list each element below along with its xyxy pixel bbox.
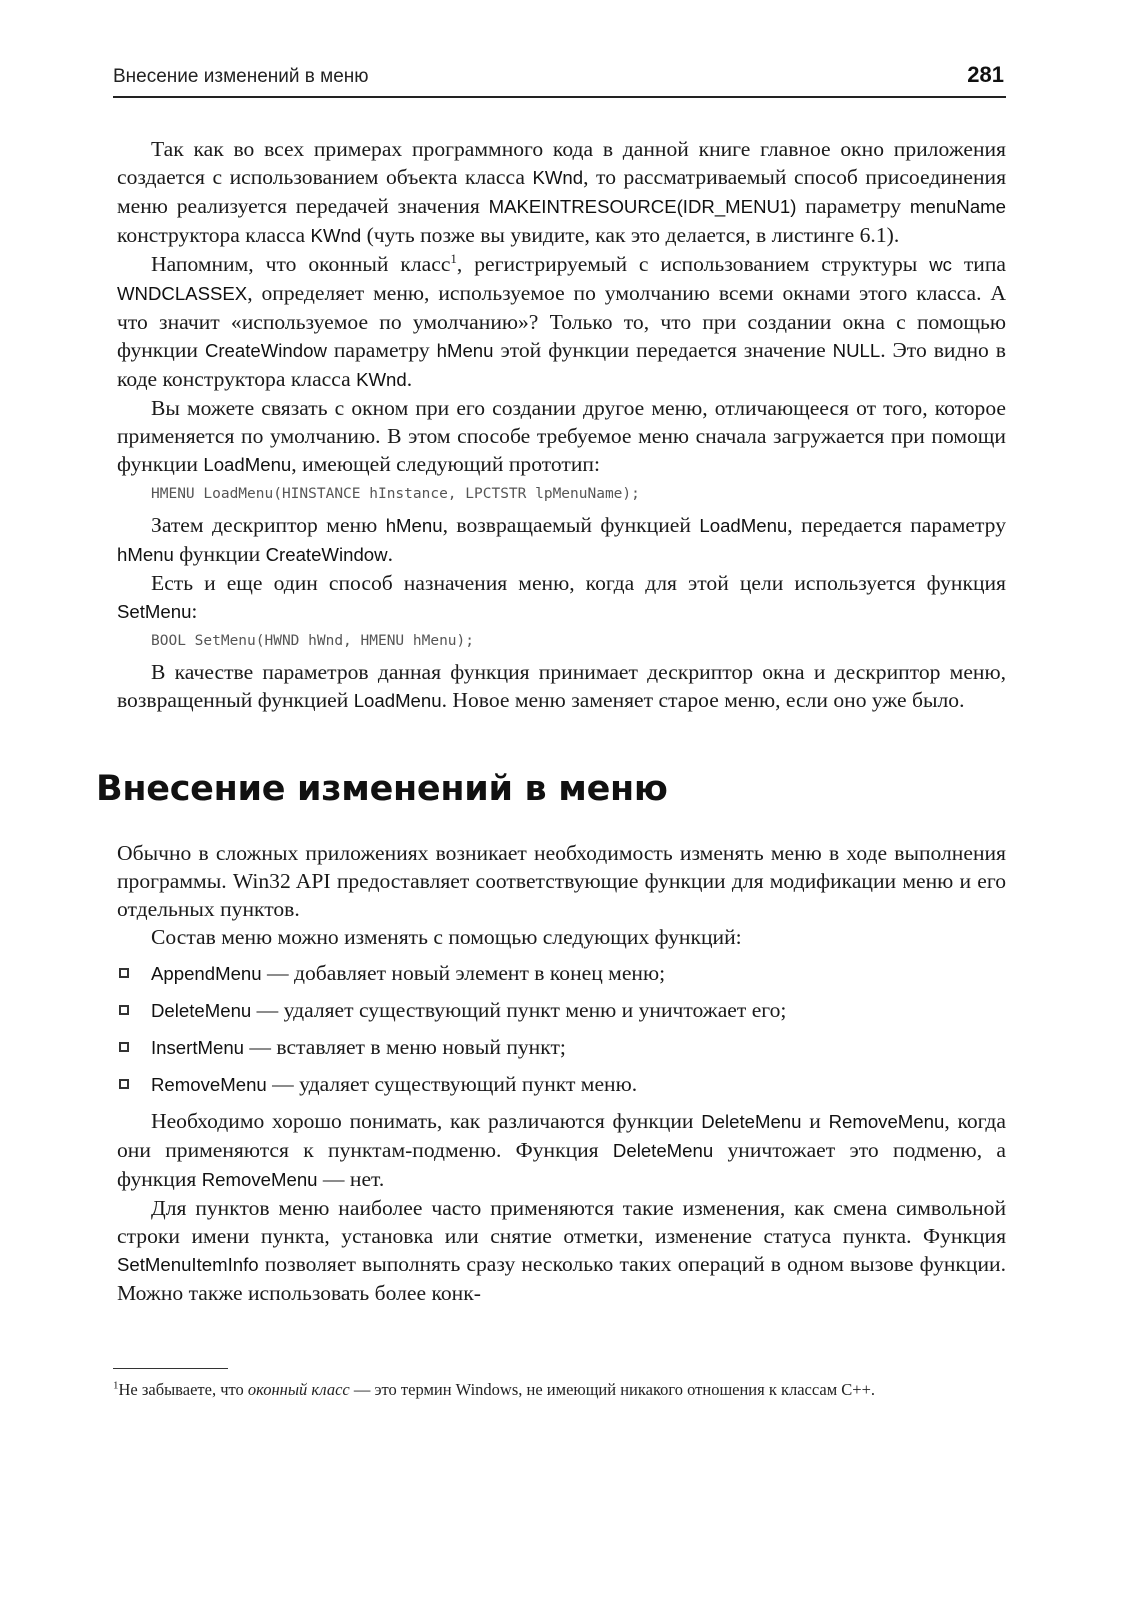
code-term: LoadMenu <box>699 515 788 536</box>
paragraph: В качестве параметров данная функция принимает дескриптор окна и дескриптор меню, возвращенный функцией LoadMenu. Новое меню заменяет старое меню, если оно уже было. <box>117 660 1006 712</box>
footnote: $^1$Не забываете, что оконный класс — это термин Windows, не имеющий никакого отношения к классам C++. <box>113 1379 876 1399</box>
paragraph: Напомним, что оконный класс$^1$, регистрируемый с использованием структуры wc типа WNDCLASSEX, определяет меню, используемое по умолчанию всеми окнами этого класса. А что значит «используемое по умолчанию»? Только то, что при создании окна с помощью функции CreateWindow параметру hMenu этой функции передается значение NULL. Это видно в коде конструктора класса KWnd. <box>117 250 1006 391</box>
checkbox-bullet-icon <box>119 968 129 978</box>
code-term: hMenu <box>117 544 174 565</box>
list-item: InsertMenu — вставляет в меню новый пункт; <box>117 1033 1006 1062</box>
list-item: DeleteMenu — удаляет существующий пункт меню и уничтожает его; <box>117 996 1006 1025</box>
code-term: CreateWindow <box>204 340 327 361</box>
code-term: SetMenuItemInfo <box>117 1254 259 1275</box>
paragraph: Необходимо хорошо понимать, как различаются функции DeleteMenu и RemoveMenu, когда они применяются к пунктам-подменю. Функция DeleteMenu уничтожает это подменю, а функция RemoveMenu — нет. <box>117 1109 1007 1191</box>
section-heading: Внесение изменений в меню <box>96 769 668 809</box>
footnote-rule <box>113 1368 228 1369</box>
checkbox-bullet-icon <box>119 1042 129 1052</box>
code-term: hMenu <box>436 340 494 361</box>
code-term: wc <box>929 254 952 275</box>
paragraph: Состав меню можно изменять с помощью следующих функций: <box>151 925 742 949</box>
paragraph: Есть и еще один способ назначения меню, когда для этой цели используется функция SetMenu: <box>117 571 1006 623</box>
page-number: 281 <box>967 62 1004 87</box>
code-term: DeleteMenu <box>612 1140 714 1161</box>
code-term: LoadMenu <box>203 454 292 475</box>
code-term: RemoveMenu <box>151 1074 267 1095</box>
paragraph: Для пунктов меню наиболее часто применяются такие изменения, как смена символьной строки имени пункта, установка или снятие отметки, изменение статуса пункта. Функция SetMenuItemInfo позволяет выполнять сразу несколько таких операций в одном вызове функции. Можно также использовать более конк- <box>117 1196 1006 1305</box>
footnote-emphasis: оконный класс <box>247 1380 350 1399</box>
footnote-number: 1 <box>113 1379 119 1392</box>
code-listing: BOOL SetMenu(HWND hWnd, HMENU hMenu); <box>151 633 475 649</box>
code-term: menuName <box>909 196 1006 217</box>
list-item: AppendMenu — добавляет новый элемент в конец меню; <box>117 959 1006 988</box>
code-term: CreateWindow <box>265 544 388 565</box>
checkbox-bullet-icon <box>119 1005 129 1015</box>
body-text <box>96 135 1007 1307</box>
code-term: RemoveMenu <box>201 1169 318 1190</box>
checkbox-bullet-icon <box>119 1079 129 1089</box>
code-term: KWnd <box>310 225 362 246</box>
code-term: NULL <box>832 340 881 361</box>
function-list <box>117 959 1006 1099</box>
code-term: KWnd <box>532 167 584 188</box>
code-term: InsertMenu <box>151 1037 245 1058</box>
list-item: RemoveMenu — удаляет существующий пункт меню. <box>117 1070 1006 1099</box>
code-term: WNDCLASSEX <box>117 283 248 304</box>
paragraph: Обычно в сложных приложениях возникает необходимость изменять меню в ходе выполнения программы. Win32 API предоставляет соответствующие функции для модификации меню и его отдельных пунктов. <box>117 841 1006 921</box>
footnote-ref[interactable]: 1 <box>450 250 457 266</box>
code-term: KWnd <box>356 369 407 390</box>
code-term: DeleteMenu <box>151 1000 252 1021</box>
code-listing: HMENU LoadMenu(HINSTANCE hInstance, LPCTSTR lpMenuName); <box>151 486 640 502</box>
code-term: LoadMenu <box>353 690 442 711</box>
code-term: RemoveMenu <box>828 1111 945 1132</box>
running-head-title: Внесение изменений в меню <box>113 66 369 87</box>
paragraph: Так как во всех примерах программного кода в данной книге главное окно приложения создается с использованием объекта класса KWnd, то рассматриваемый способ присоединения меню реализуется передачей значения MAKEINTRESOURCE(IDR_MENU1) параметру menuName конструктора класса KWnd (чуть позже вы увидите, как это делается, в листинге 6.1). <box>117 137 1006 247</box>
code-term: SetMenu <box>117 601 192 622</box>
running-head <box>113 60 1006 98</box>
paragraph: Затем дескриптор меню hMenu, возвращаемый функцией LoadMenu, передается параметру hMenu функции CreateWindow. <box>117 513 1006 566</box>
code-term: AppendMenu <box>151 963 262 984</box>
code-term: MAKEINTRESOURCE(IDR_MENU1) <box>488 196 797 217</box>
code-term: DeleteMenu <box>701 1111 802 1132</box>
paragraph: Вы можете связать с окном при его создании другое меню, отличающееся от того, которое применяется по умолчанию. В этом способе требуемое меню сначала загружается при помощи функции LoadMenu, имеющей следующий прототип: <box>117 396 1006 476</box>
code-term: hMenu <box>385 515 443 536</box>
